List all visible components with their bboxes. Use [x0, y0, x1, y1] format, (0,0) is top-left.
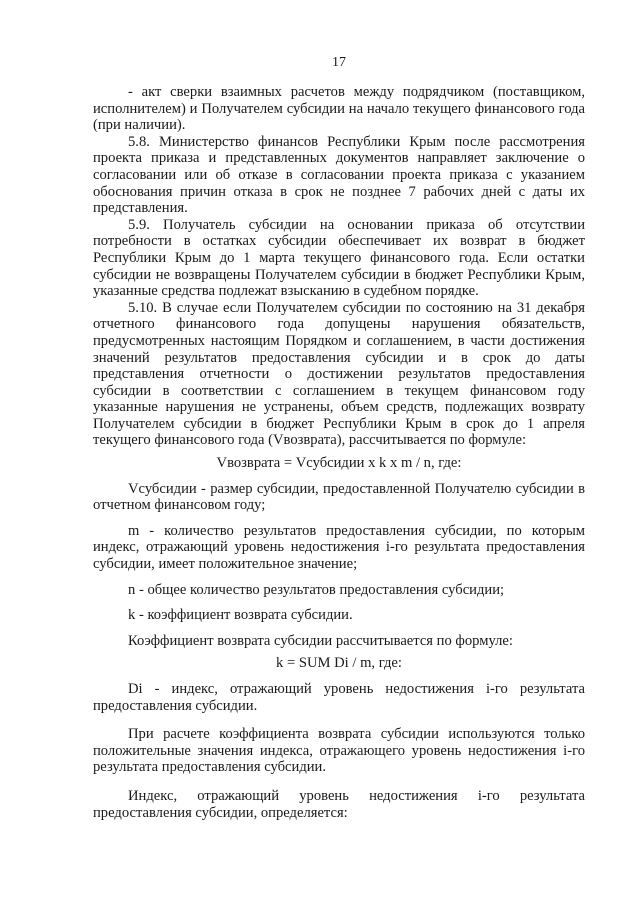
paragraph-5-9: 5.9. Получатель субсидии на основании приказа об отсутствии потребности в остатках субсидии обеспечивает их возврат в бюджет Республики Крым до 1 марта текущего финансового года. Если остатки субсидии не возвращены Получателем субсидии в бюджет Республики Крым, указанные средства подлежат взысканию в судебном порядке. [93, 216, 585, 300]
formula-refund-volume: Vвозврата = Vсубсидии x k x m / n, где: [216, 455, 462, 472]
formula-k: k = SUM Di / m, где: [276, 655, 402, 672]
page-number: 17 [332, 55, 346, 70]
paragraph-k-formula-intro: Коэффициент возврата субсидии рассчитывается по формуле: [128, 632, 513, 649]
paragraph-reconciliation-act: - акт сверки взаимных расчетов между подрядчиком (поставщиком, исполнителем) и Получателем субсидии на начало текущего финансового года (при наличии). [93, 84, 585, 134]
definition-v-subsidy: Vсубсидии - размер субсидии, предоставленной Получателю субсидии в отчетном финансовом году; [93, 480, 585, 514]
definition-di: Di - индекс, отражающий уровень недостижения i-го результата предоставления субсидии. [93, 681, 585, 714]
paragraph-5-8: 5.8. Министерство финансов Республики Крым после рассмотрения проекта приказа и представленных документов направляет заключение о согласовании или об отказе в согласовании проекта приказа с указанием обоснования причин отказа в срок не позднее 7 рабочих дней с даты их представления. [93, 133, 585, 217]
definition-n: n - общее количество результатов предоставления субсидии; [128, 581, 505, 598]
definition-k: k - коэффициент возврата субсидии. [128, 607, 353, 624]
document-body [93, 84, 585, 821]
paragraph-5-10: 5.10. В случае если Получателем субсидии по состоянию на 31 декабря отчетного финансового года допущены нарушения обязательств, предусмотренных настоящим Порядком и соглашением, в части достижения значений результатов предоставления субсидии и в срок до даты представления отчетности о достижении результатов предоставления субсидии в соответствии с соглашением в текущем финансовом году указанные нарушения не устранены, объем средств, подлежащих возврату Получателем субсидии в бюджет Республики Крым в срок до 1 апреля текущего финансового года (Vвозврата), рассчитывается по формуле: [93, 299, 585, 449]
paragraph-index-definition: Индекс, отражающий уровень недостижения i-го результата предоставления субсидии, определяется: [93, 787, 585, 821]
definition-m: m - количество результатов предоставления субсидии, по которым индекс, отражающий уровень недостижения i-го результата предоставления субсидии, имеет положительное значение; [93, 522, 585, 573]
paragraph-positive-values: При расчете коэффициента возврата субсидии используются только положительные значения индекса, отражающего уровень недостижения i-го результата предоставления субсидии. [93, 726, 585, 776]
